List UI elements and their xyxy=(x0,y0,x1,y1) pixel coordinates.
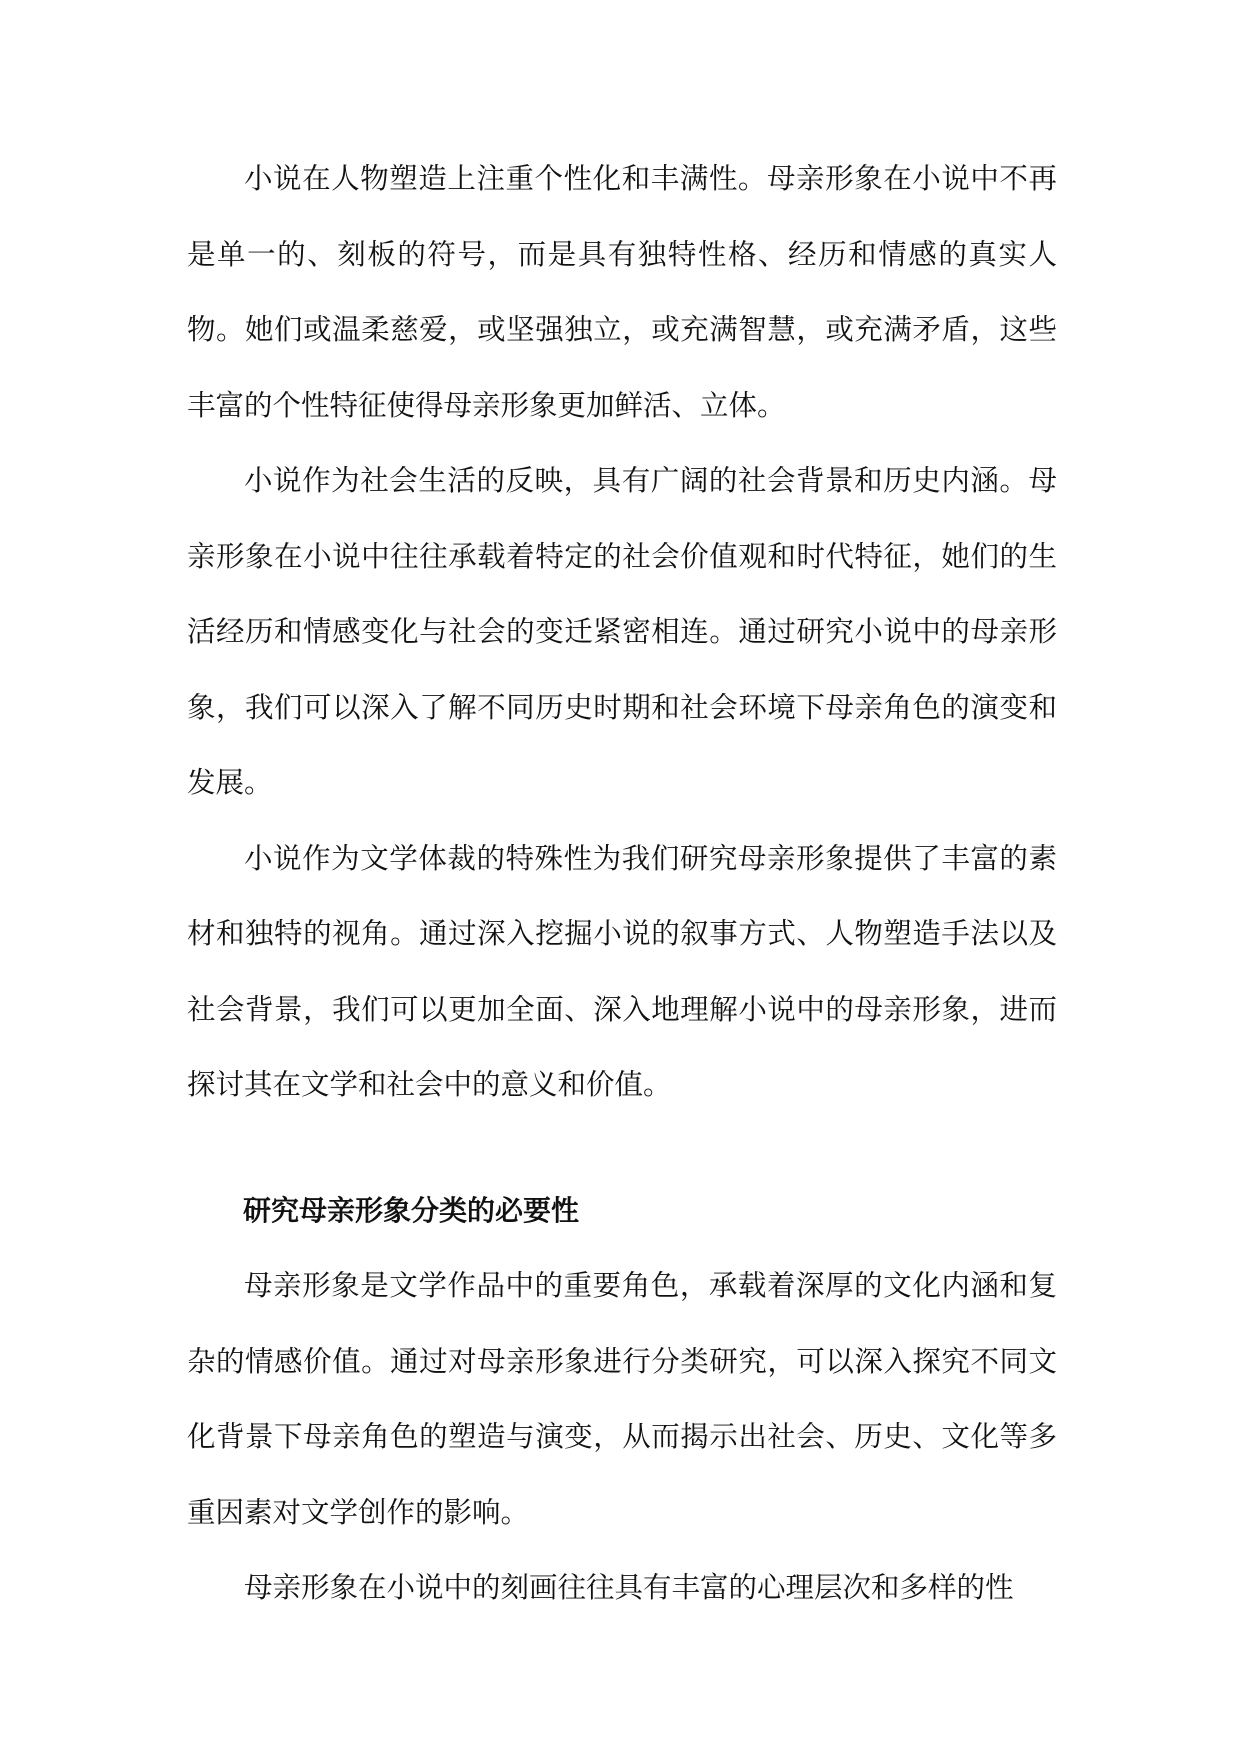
body-paragraph-3: 小说作为文学体裁的特殊性为我们研究母亲形象提供了丰富的素材和独特的视角。通过深入挖掘小说的叙事方式、人物塑造手法以及社会背景，我们可以更加全面、深入地理解小说中的母亲形象，进而探讨其在文学和社会中的意义和价值。 xyxy=(187,841,1057,1101)
body-paragraph-2: 小说作为社会生活的反映，具有广阔的社会背景和历史内涵。母亲形象在小说中往往承载着特定的社会价值观和时代特征，她们的生活经历和情感变化与社会的变迁紧密相连。通过研究小说中的母亲形象，我们可以深入了解不同历史时期和社会环境下母亲角色的演变和发展。 xyxy=(187,464,1057,799)
body-paragraph-5: 母亲形象在小说中的刻画往往具有丰富的心理层次和多样的性 xyxy=(244,1571,1014,1604)
section-heading: 研究母亲形象分类的必要性 xyxy=(243,1193,580,1227)
body-paragraph-4: 母亲形象是文学作品中的重要角色，承载着深厚的文化内涵和复杂的情感价值。通过对母亲形象进行分类研究，可以深入探究不同文化背景下母亲角色的塑造与演变，从而揭示出社会、历史、文化等多重因素对文学创作的影响。 xyxy=(187,1269,1057,1529)
document-body xyxy=(187,141,1057,1626)
body-paragraph-1: 小说在人物塑造上注重个性化和丰满性。母亲形象在小说中不再是单一的、刻板的符号，而是具有独特性格、经历和情感的真实人物。她们或温柔慈爱，或坚强独立，或充满智慧，或充满矛盾，这些丰富的个性特征使得母亲形象更加鲜活、立体。 xyxy=(187,162,1057,422)
